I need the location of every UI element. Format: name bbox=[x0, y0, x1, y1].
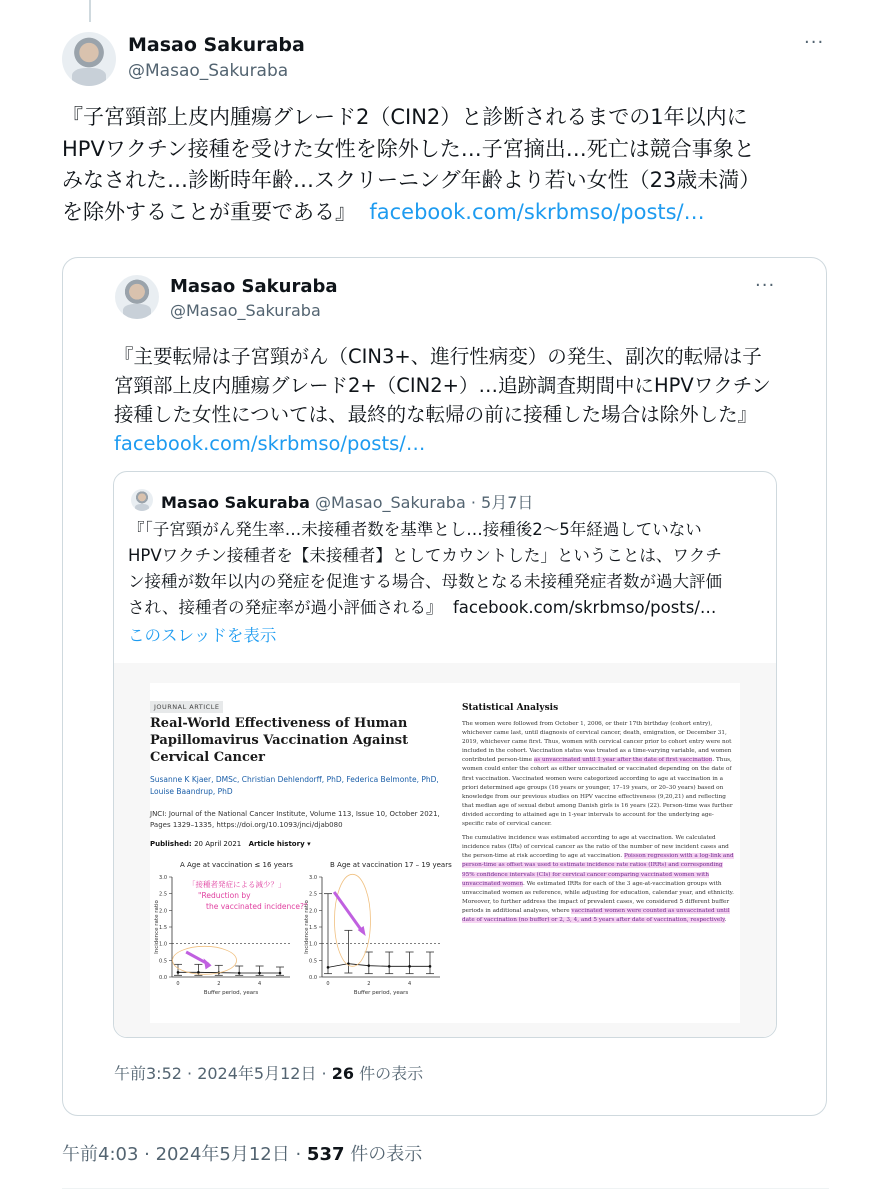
tweet-text-line: 『主要転帰は子宮頸がん（CIN3+、進行性病変）の発生、副次的転帰は子 bbox=[114, 345, 762, 368]
published-label: Published: bbox=[150, 840, 192, 848]
tweet-text-line-tail: を除外することが重要である』 bbox=[62, 199, 356, 224]
views-label: 件の表示 bbox=[344, 1144, 423, 1165]
panel-b-chart bbox=[300, 869, 450, 1023]
y-tick-label: 1.0 bbox=[309, 941, 317, 948]
sa-highlight: Poisson regression with a log-link and person-time as offset was used to estimate incidence rate ratios (IRRs) and corresponding 95% confidence intervals (CIs) for cervical cancer comparing vaccinated women with unvaccinated women bbox=[462, 853, 734, 887]
series-line bbox=[178, 972, 280, 973]
nested-quote-link[interactable]: facebook.com/skrbmso/posts/… bbox=[453, 598, 717, 617]
views-count[interactable]: 537 bbox=[306, 1144, 345, 1165]
tweet-timestamp[interactable] bbox=[62, 1140, 422, 1166]
tweet-text-line: 宮頸部上皮内腫瘍グレード2+（CIN2+）…追跡調査期間中にHPVワクチン bbox=[114, 374, 771, 397]
divider bbox=[62, 1188, 829, 1189]
nested-quote-text bbox=[128, 517, 768, 649]
sa-text: . We estimated IRRs for each of the 3 age-at-vaccination groups with unvaccinated women as reference, while adjusting for education, calendar year, and ethnicity. Moreover, to further address the impact of prevalent cases, we considered 5 different buffer periods in additional analyses, where bbox=[462, 880, 734, 914]
quoted-tweet-link[interactable]: facebook.com/skrbmso/posts/… bbox=[114, 432, 426, 455]
y-tick-label: 3.0 bbox=[159, 875, 167, 881]
y-tick-label: 0.0 bbox=[309, 975, 317, 981]
nested-date: · 5月7日 bbox=[470, 493, 534, 512]
article-history-link: Article history ▾ bbox=[248, 840, 311, 848]
statistical-analysis-heading: Statistical Analysis bbox=[462, 703, 559, 713]
sa-paragraph-1 bbox=[462, 720, 734, 829]
annotation-line: 「接種者発症による減少？」 bbox=[188, 880, 286, 889]
sa-text: The women were followed from October 1, 2006, or their 17th birthday (cohort entry), whichever came last, until diagnosis of cervical cancer, death, emigration, or December 31, 2019, whichever came first. Thus, women with cervical cancer prior to cohort entry were not included in the cohort. Vaccination status was treated as a time-varying variable, and women contributed person-time bbox=[462, 721, 732, 764]
article-page bbox=[150, 683, 740, 1023]
more-options-icon[interactable]: ··· bbox=[804, 32, 825, 53]
article-published bbox=[150, 840, 311, 848]
y-tick-label: 2.0 bbox=[159, 908, 167, 915]
tweet-text-line bbox=[62, 197, 852, 229]
y-axis-label: Incidence rate ratio bbox=[304, 900, 310, 954]
nested-author-line bbox=[161, 490, 533, 513]
x-tick-label: 0 bbox=[326, 981, 330, 987]
quoted-author-avatar bbox=[115, 275, 159, 319]
sa-text: The cumulative incidence was estimated according to age at vaccination. We calculated incidence rates (IRs) of cervical cancer as the ratio of the number of new incident cases and the person-time at risk according to age at vaccination. bbox=[462, 835, 729, 860]
nested-author-avatar bbox=[131, 489, 153, 511]
show-thread-link[interactable]: このスレッドを表示 bbox=[128, 626, 277, 645]
sa-highlight: as unvaccinated until 1 year after the date of first vaccination bbox=[533, 757, 713, 764]
tweet-text-line: 接種した女性については、最終的な転帰の前に接種した場合は除外した』 bbox=[114, 403, 758, 426]
x-tick-label: 2 bbox=[217, 981, 221, 987]
tweet-text bbox=[62, 102, 852, 228]
arrow-head-icon bbox=[204, 958, 212, 969]
panel-a-title: A Age at vaccination ≤ 16 years bbox=[180, 861, 293, 869]
y-tick-label: 1.5 bbox=[159, 925, 167, 931]
journal-article-tag: JOURNAL ARTICLE bbox=[150, 701, 223, 713]
tweet-time[interactable]: 午前4:03 · 2024年5月12日 · bbox=[62, 1144, 307, 1165]
quoted-views-label: 件の表示 bbox=[353, 1064, 424, 1083]
sa-text: . bbox=[724, 916, 727, 923]
author-handle[interactable]: @Masao_Sakuraba bbox=[128, 61, 289, 81]
y-tick-label: 1.5 bbox=[309, 925, 317, 931]
quoted-tweet-text bbox=[114, 342, 814, 458]
quoted-time: 午前3:52 · 2024年5月12日 · bbox=[114, 1064, 332, 1083]
statistical-analysis-text bbox=[462, 720, 734, 930]
author-name[interactable]: Masao Sakuraba bbox=[128, 34, 305, 56]
nested-author-name: Masao Sakuraba bbox=[161, 493, 310, 512]
quoted-author-name: Masao Sakuraba bbox=[170, 276, 338, 297]
article-authors: Susanne K Kjaer, DMSc, Christian Dehlendorff, PhD, Federica Belmonte, PhD, Louise Baandrup, PhD bbox=[150, 775, 439, 796]
article-journal: JNCI: Journal of the National Cancer Institute, Volume 113, Issue 10, October 2021, Pages 1329–1335, https://doi.org/10.1093/jnci/djab080 bbox=[150, 810, 440, 829]
y-tick-label: 0.5 bbox=[159, 958, 167, 965]
annotation-line: the vaccinated incidence?" bbox=[206, 902, 308, 911]
quoted-more-options-icon[interactable]: ··· bbox=[755, 275, 776, 296]
y-tick-label: 0.5 bbox=[309, 958, 317, 965]
x-axis-label: Buffer period, years bbox=[353, 990, 409, 996]
y-tick-label: 2.5 bbox=[309, 891, 317, 898]
x-tick-label: 4 bbox=[258, 981, 262, 987]
arrow-icon bbox=[334, 892, 363, 932]
y-tick-label: 2.0 bbox=[309, 908, 317, 915]
nested-author-handle: @Masao_Sakuraba bbox=[314, 493, 466, 512]
tweet-text-line: みなされた…診断時年齢…スクリーニング年齢より若い女性（23歳未満） bbox=[62, 168, 761, 192]
x-tick-label: 4 bbox=[408, 981, 412, 987]
tweet-text-line bbox=[128, 595, 768, 621]
x-tick-label: 0 bbox=[176, 981, 180, 987]
sa-text: . Thus, women could enter the cohort as either unvaccinated or vaccinated depending on the date of first vaccination. Vaccinated women were categorized according to age at vaccination in a priori determined age groups (16 years or younger, 17–19 years, or 20–30 years) based on knowledge from our previous studies on HPV vaccine effectiveness (9,20,21) and reflecting that median age of sexual debut among Danish girls is 16 years (22). Person-time was further divided according to attained age in 1-year intervals to account for the underlying age-specific rate of cervical cancer. bbox=[462, 757, 733, 828]
author-avatar[interactable] bbox=[62, 32, 116, 86]
x-tick-label: 2 bbox=[367, 981, 371, 987]
tweet-text-line: 『子宮頸部上皮内腫瘍グレード2（CIN2）と診断されるまでの1年以内に bbox=[62, 105, 748, 129]
annotation-line: "Reduction by bbox=[198, 891, 251, 900]
quoted-views-count: 26 bbox=[331, 1064, 354, 1083]
thread-connector-line bbox=[89, 0, 91, 22]
quoted-tweet-timestamp[interactable] bbox=[114, 1061, 423, 1084]
y-tick-label: 1.0 bbox=[159, 941, 167, 948]
y-tick-label: 0.0 bbox=[159, 975, 167, 981]
tweet-text-line: ン接種が数年以内の発症を促進する場合、母数となる未接種発症者数が過大評価 bbox=[128, 572, 722, 591]
article-image[interactable] bbox=[114, 663, 776, 1037]
highlight-ellipse bbox=[334, 874, 370, 966]
tweet-text-line-tail: され、接種者の発症率が過小評価される』 bbox=[128, 598, 443, 617]
tweet-text-line: HPVワクチン接種者を【未接種者】としてカウントした」ということは、ワクチ bbox=[128, 546, 722, 565]
panel-b-title: B Age at vaccination 17 – 19 years bbox=[330, 861, 452, 869]
y-tick-label: 2.5 bbox=[159, 891, 167, 898]
y-axis-label: Incidence rate ratio bbox=[154, 900, 160, 954]
sa-highlight: vaccinated women were counted as unvaccinated until date of vaccination (no buffer) or 2, 3, 4, and 5 years after date of vaccination, respectively bbox=[462, 907, 730, 923]
tweet-text-line: 『「子宮頸がん発生率…未接種者数を基準とし…接種後2〜5年経過していない bbox=[128, 520, 702, 539]
quoted-author-handle: @Masao_Sakuraba bbox=[170, 301, 321, 320]
series-line bbox=[328, 964, 430, 968]
x-axis-label: Buffer period, years bbox=[203, 990, 259, 996]
tweet-link[interactable]: facebook.com/skrbmso/posts/… bbox=[369, 199, 705, 224]
article-title: Real-World Effectiveness of Human Papillomavirus Vaccination Against Cervical Cancer bbox=[150, 716, 409, 765]
tweet-text-line: HPVワクチン接種を受けた女性を除外した…子宮摘出…死亡は競合事象と bbox=[62, 136, 755, 161]
sa-paragraph-2 bbox=[462, 834, 734, 925]
published-date: 20 April 2021 bbox=[194, 840, 242, 848]
annotation-note bbox=[188, 879, 307, 912]
y-tick-label: 3.0 bbox=[309, 875, 317, 881]
